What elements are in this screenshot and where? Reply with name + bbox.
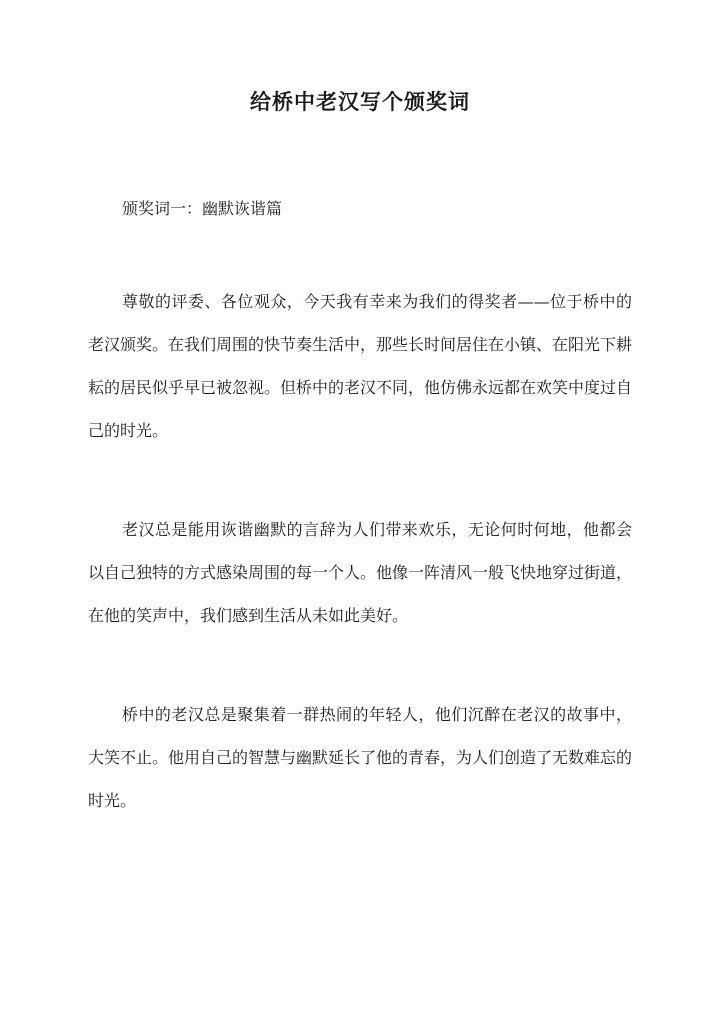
paragraph-intro: 尊敬的评委、各位观众，今天我有幸来为我们的得奖者——位于桥中的老汉颁奖。在我们周围的快节奏生活中，那些长时间居住在小镇、在阳光下耕耘的居民似乎早已被忽视。但桥中的老汉不同，他仿佛永远都在欢笑中度过自己的时光。 [88, 292, 633, 440]
paragraph-humor: 老汉总是能用诙谐幽默的言辞为人们带来欢乐，无论何时何地，他都会以自己独特的方式感染周围的每一个人。他像一阵清风一般飞快地穿过街道，在他的笑声中，我们感到生活从未如此美好。 [88, 520, 633, 625]
section-heading: 颁奖词一：幽默诙谐篇 [122, 199, 283, 218]
paragraph-youth: 桥中的老汉总是聚集着一群热闹的年轻人，他们沉醉在老汉的故事中，大笑不止。他用自己的智慧与幽默延长了他的青春，为人们创造了无数难忘的时光。 [88, 705, 633, 810]
document-title: 给桥中老汉写个颁奖词 [250, 89, 470, 114]
